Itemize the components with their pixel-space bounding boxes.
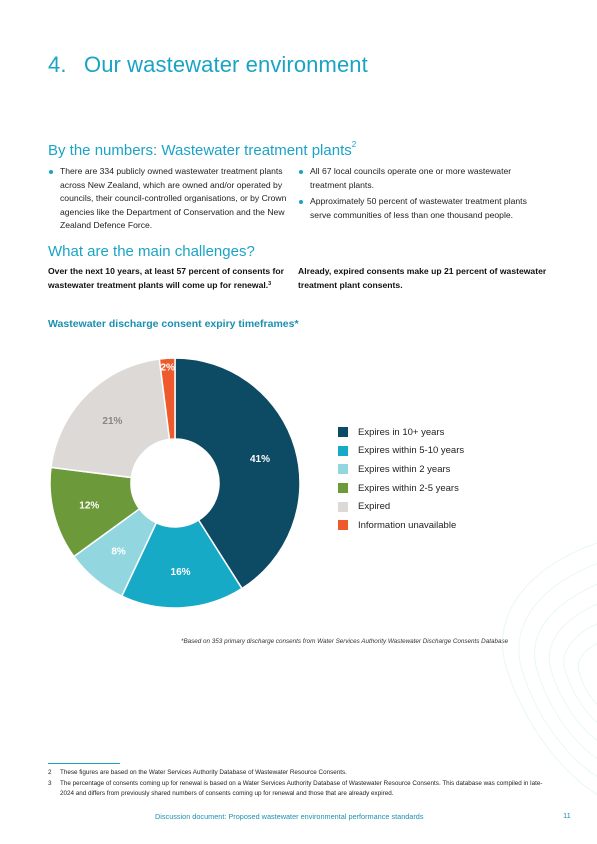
legend-item — [338, 423, 464, 442]
footnote-2 — [48, 768, 548, 778]
legend-swatch — [338, 483, 348, 493]
footnote-3 — [48, 779, 548, 798]
legend-label: Expires within 2 years — [358, 463, 451, 475]
legend-swatch — [338, 464, 348, 474]
legend-swatch — [338, 502, 348, 512]
legend-label: Expires within 2-5 years — [358, 482, 459, 494]
bullet-item: Approximately 50 percent of wastewater treatment plants serve communities of less than one thousand people. — [298, 195, 548, 222]
legend-item — [338, 479, 464, 498]
legend-swatch — [338, 427, 348, 437]
legend-label: Information unavailable — [358, 519, 457, 531]
legend-label: Expires in 10+ years — [358, 426, 445, 438]
chart-title: Wastewater discharge consent expiry timeframes* — [48, 318, 299, 330]
data-label: 21% — [102, 415, 123, 427]
bullet-item: All 67 local councils operate one or more wastewater treatment plants. — [298, 165, 548, 192]
legend-item — [338, 497, 464, 516]
footnote-number: 3 — [48, 780, 52, 787]
legend-item — [338, 460, 464, 479]
footnote-divider — [48, 763, 120, 764]
bullet-item: There are 334 publicly owned wastewater treatment plants across New Zealand, which are owned and/or operated by councils, their council-controlled organisations, or by Crown agencies like the Department of Conservation and the New Zealand Defence Force. — [48, 165, 288, 233]
legend-swatch — [338, 446, 348, 456]
page-footer: Discussion document: Proposed wastewater environmental performance standards — [155, 812, 424, 821]
bullets-right — [298, 165, 548, 225]
chart-note: *Based on 353 primary discharge consents from Water Services Authority Wastewater Discharge Consents Database — [181, 638, 509, 645]
data-label: 8% — [111, 546, 126, 558]
numbers-heading-text: By the numbers: Wastewater treatment plants — [48, 142, 352, 159]
challenge-left-text: Over the next 10 years, at least 57 percent of consents for wastewater treatment plants will come up for renewal. — [48, 266, 284, 290]
legend-swatch — [338, 520, 348, 530]
challenge-left — [48, 265, 288, 292]
section-number: 4. — [48, 52, 67, 77]
footnote-number: 2 — [48, 769, 52, 776]
chart-legend — [338, 423, 464, 535]
legend-label: Expired — [358, 501, 391, 513]
challenges-heading: What are the main challenges? — [48, 243, 255, 260]
numbers-heading — [48, 142, 356, 159]
page-number: 11 — [563, 811, 571, 820]
challenge-right: Already, expired consents make up 21 percent of wastewater treatment plant consents. — [298, 266, 547, 290]
footnote-text: These figures are based on the Water Services Authority Database of Wastewater Resource Consents. — [60, 769, 347, 776]
footnote-text: The percentage of consents coming up for renewal is based on a Water Services Authority Database of Wastewater Resource Consents. This database was compiled in late-2024 and differs from previously shared numbers of consents coming up for renewal and those that are already expired. — [60, 780, 543, 797]
legend-item — [338, 516, 464, 535]
data-label: 16% — [170, 566, 191, 578]
footnote-ref-2: 2 — [351, 140, 357, 149]
section-title-text: Our wastewater environment — [84, 52, 368, 77]
bullets-left — [48, 165, 288, 236]
legend-label: Expires within 5-10 years — [358, 445, 465, 457]
donut-chart — [40, 348, 310, 618]
footnote-ref-3: 3 — [268, 280, 272, 287]
data-label: 41% — [249, 453, 270, 465]
data-label: 2% — [160, 362, 175, 374]
data-label: 12% — [79, 500, 100, 512]
section-title — [48, 52, 368, 78]
legend-item — [338, 442, 464, 461]
